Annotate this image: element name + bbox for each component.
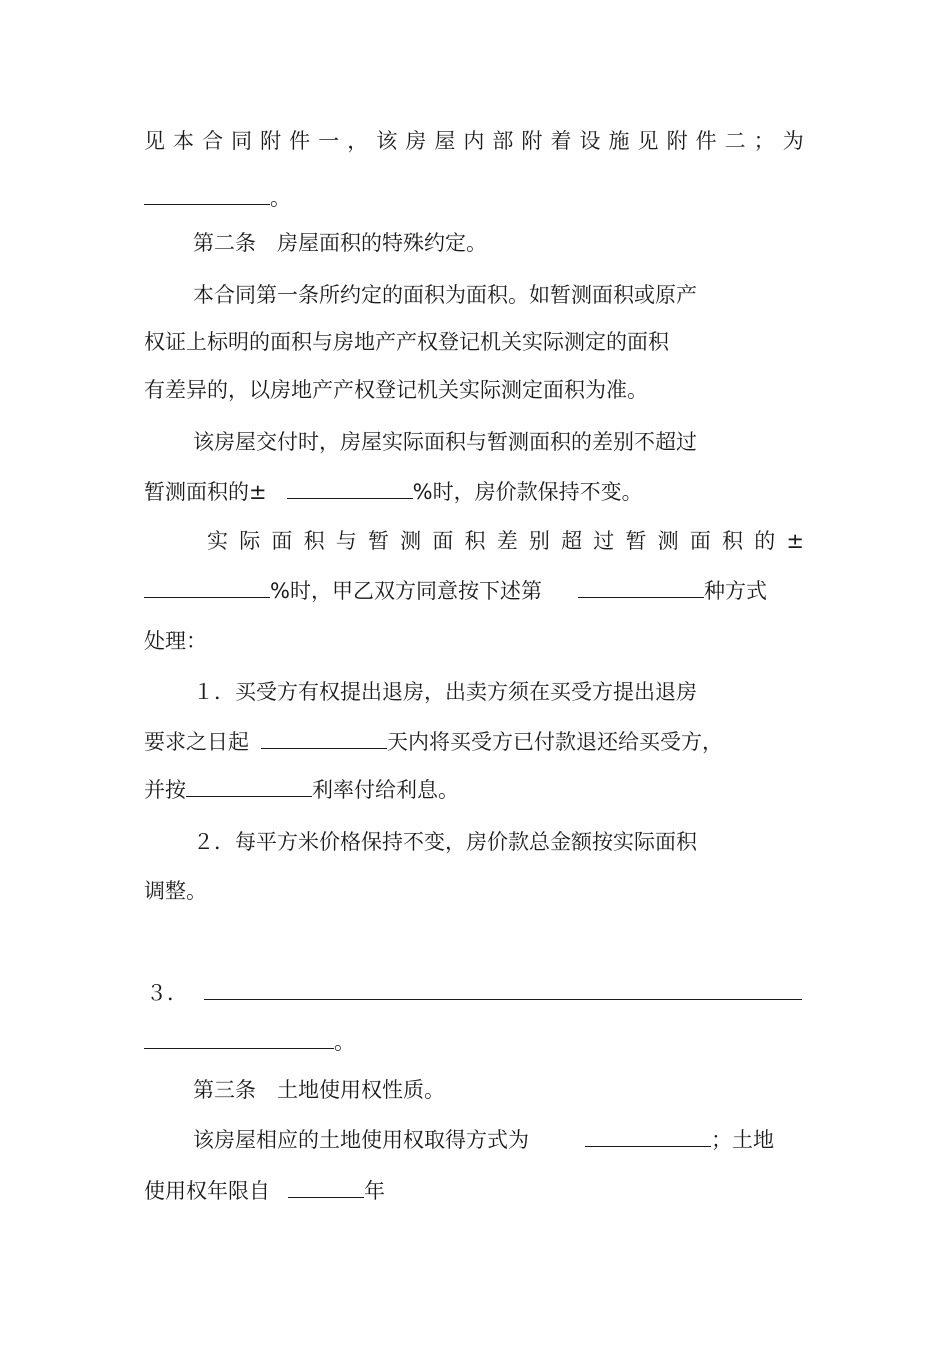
text-character: 部: [492, 129, 514, 153]
text-character: 暂: [625, 529, 647, 553]
text-fragment: 处理：: [144, 629, 207, 653]
text-character: 面: [432, 529, 454, 553]
paragraph-line: [144, 576, 804, 606]
text-character: 该: [376, 129, 398, 153]
text-character: 施: [608, 129, 630, 153]
paragraph-line: [193, 427, 697, 457]
text-character: 着: [550, 129, 572, 153]
text-character: 合: [202, 129, 224, 153]
fill-in-blank[interactable]: [261, 728, 387, 749]
paragraph-line: [193, 1125, 804, 1155]
text-fragment: ３．: [146, 981, 188, 1005]
text-character: 二: [724, 129, 746, 153]
text-fragment: 并按: [144, 778, 186, 802]
text-character: 见: [144, 129, 165, 153]
text-character: 本: [173, 129, 195, 153]
paragraph-line: [144, 375, 648, 405]
text-character: 暂: [367, 529, 389, 553]
text-character: 差: [496, 529, 518, 553]
text-fragment: 权证上标明的面积与房地产产权登记机关实际测定的面积: [144, 330, 669, 354]
fill-in-blank[interactable]: [578, 577, 704, 598]
text-fragment: ；土地: [711, 1128, 774, 1152]
text-character: 附: [521, 129, 543, 153]
paragraph-line: [144, 626, 207, 656]
text-character: 积: [722, 529, 743, 553]
text-character: ；: [753, 129, 775, 153]
text-character: ±: [786, 529, 804, 553]
text-character: ，: [347, 129, 369, 153]
paragraph-line: [144, 775, 459, 805]
text-character: 附: [260, 129, 282, 153]
text-fragment: ２．每平方米价格保持不变，房价款总金额按实际面积: [193, 830, 697, 854]
paragraph-line: [144, 183, 291, 213]
text-character: 一: [318, 129, 340, 153]
fill-in-blank[interactable]: [144, 184, 270, 205]
paragraph-line: [144, 1027, 355, 1057]
text-character: 内: [463, 129, 485, 153]
fill-in-blank[interactable]: [144, 577, 270, 598]
heading-text: 第二条 房屋面积的特殊约定。: [193, 231, 487, 255]
paragraph-line: [144, 477, 643, 507]
fill-in-blank[interactable]: [186, 776, 312, 797]
text-fragment: 要求之日起: [144, 730, 249, 754]
fill-in-blank[interactable]: [204, 979, 802, 1000]
text-character: 积: [464, 529, 486, 553]
list-item: [146, 978, 804, 1008]
paragraph-line: [144, 727, 723, 757]
text-character: 面: [271, 529, 293, 553]
text-character: 为: [782, 129, 804, 153]
heading-text: 第三条 土地使用权性质。: [193, 1078, 445, 1102]
text-character: 别: [528, 529, 550, 553]
text-fragment: 年: [364, 1179, 385, 1203]
text-fragment: 使用权年限自: [144, 1179, 270, 1203]
paragraph-line: [144, 876, 207, 906]
text-character: 过: [593, 529, 615, 553]
text-fragment: %时，房价款保持不变。: [412, 480, 643, 504]
article-heading: [193, 1075, 445, 1105]
text-fragment: 利率付给利息。: [312, 778, 459, 802]
list-item: [193, 677, 697, 707]
text-character: 面: [689, 529, 711, 553]
article-heading: [193, 228, 487, 258]
paragraph-line: [144, 126, 804, 156]
fill-in-blank[interactable]: [585, 1126, 711, 1147]
paragraph-line: [144, 1176, 385, 1206]
paragraph-line: [193, 280, 697, 310]
text-fragment: 有差异的，以房地产产权登记机关实际测定面积为准。: [144, 378, 648, 402]
text-character: 际: [239, 529, 261, 553]
text-character: 设: [579, 129, 601, 153]
list-item: [193, 827, 697, 857]
paragraph-line: [144, 327, 669, 357]
text-character: 积: [303, 529, 325, 553]
text-fragment: %时，甲乙双方同意按下述第: [270, 579, 542, 603]
text-fragment: 该房屋相应的土地使用权取得方式为: [193, 1128, 529, 1152]
text-character: 测: [657, 529, 679, 553]
text-character: 的: [754, 529, 776, 553]
text-fragment: 种方式: [703, 579, 767, 603]
fill-in-blank[interactable]: [288, 1177, 364, 1198]
text-character: 房: [405, 129, 427, 153]
text-fragment: 调整。: [144, 879, 207, 903]
text-fragment: 暂测面积的±: [144, 480, 267, 504]
text-character: 见: [637, 129, 659, 153]
text-fragment: 。: [334, 1030, 355, 1054]
text-character: 实: [207, 529, 228, 553]
text-character: 件: [289, 129, 311, 153]
paragraph-line: [207, 526, 804, 556]
text-character: 测: [400, 529, 422, 553]
text-fragment: 天内将买受方已付款退还给买受方，: [387, 730, 723, 754]
text-character: 同: [231, 129, 253, 153]
text-character: 件: [695, 129, 717, 153]
text-fragment: 。: [270, 186, 291, 210]
text-character: 屋: [434, 129, 456, 153]
text-character: 与: [335, 529, 357, 553]
text-fragment: 该房屋交付时，房屋实际面积与暂测面积的差别不超过: [193, 430, 697, 454]
text-fragment: 本合同第一条所约定的面积为面积。如暂测面积或原产: [193, 283, 697, 307]
fill-in-blank[interactable]: [144, 1028, 334, 1049]
fill-in-blank[interactable]: [287, 478, 413, 499]
text-fragment: １．买受方有权提出退房，出卖方须在买受方提出退房: [193, 680, 697, 704]
text-character: 附: [666, 129, 688, 153]
text-character: 超: [561, 529, 583, 553]
